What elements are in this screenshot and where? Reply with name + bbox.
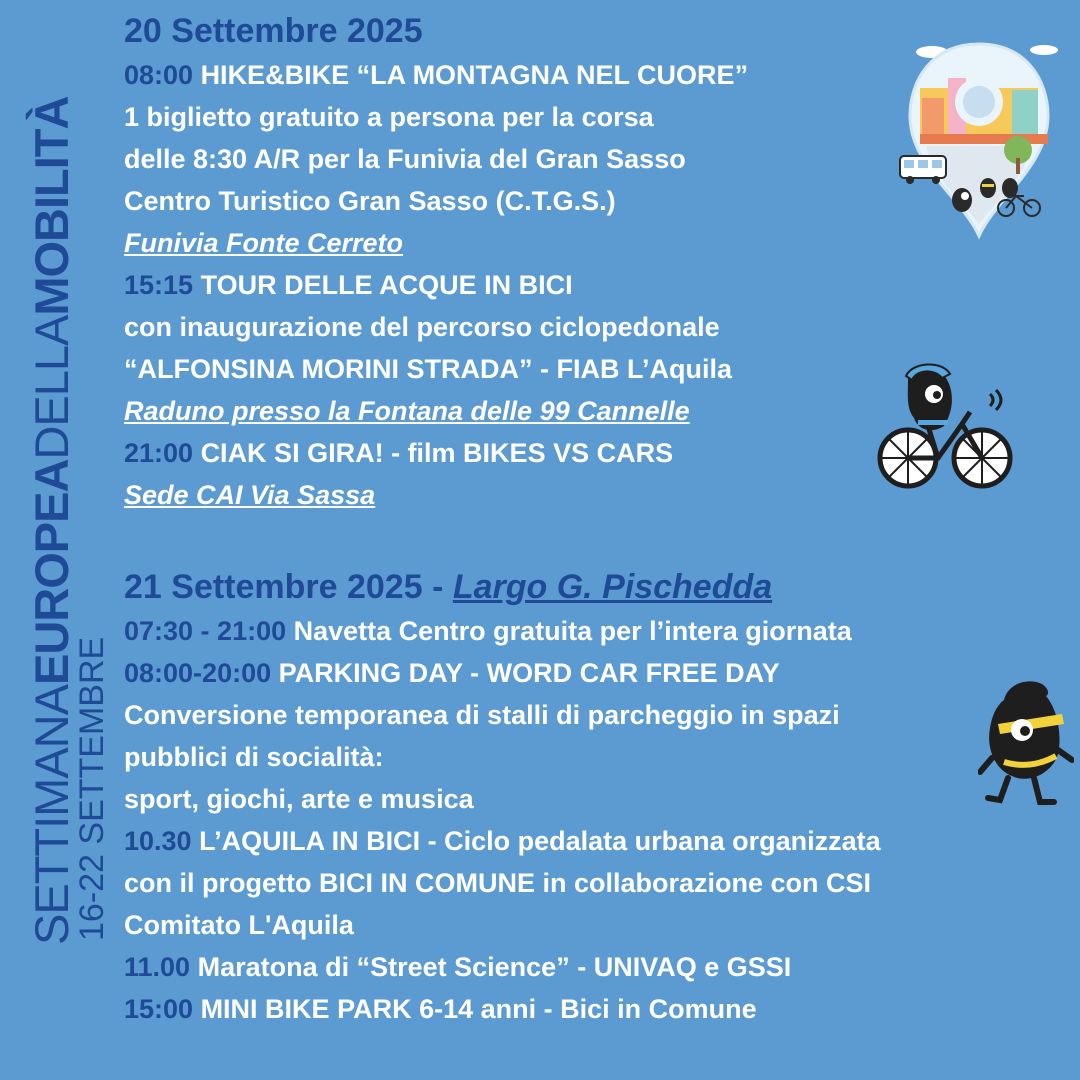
event-text: pubblici di socialità: (124, 742, 384, 772)
schedule-line (124, 180, 1020, 222)
schedule-line (124, 96, 1020, 138)
day1-title: 20 Settembre 2025 (124, 12, 423, 50)
location-pin-illustration (892, 38, 1066, 242)
schedule-line (124, 988, 1020, 1030)
venue-link[interactable]: Funivia Fonte Cerreto (124, 228, 404, 258)
schedule-line (124, 820, 1020, 862)
sidebar-dates: 16-22 SETTEMBRE (73, 636, 111, 941)
day2-date: 21 Settembre 2025 - (124, 568, 453, 606)
event-text: con il progetto BICI IN COMUNE in collaborazione con CSI (124, 868, 872, 898)
sidebar-title-europea: EUROPEA (25, 459, 78, 686)
event-text: sport, giochi, arte e musica (124, 784, 474, 814)
event-text: delle 8:30 A/R per la Funivia del Gran Sasso (124, 144, 686, 174)
event-text: “ALFONSINA MORINI STRADA” - FIAB L’Aquila (124, 354, 732, 384)
cyclist-mascot-icon (872, 360, 1018, 492)
event-time: 15:00 (124, 994, 201, 1024)
event-time: 15:15 (124, 270, 201, 300)
event-text: PARKING DAY - WORD CAR FREE DAY (278, 658, 780, 688)
event-text: MINI BIKE PARK 6-14 anni - Bici in Comune (200, 994, 757, 1024)
schedule-line (124, 222, 1020, 264)
schedule-line (124, 264, 1020, 306)
runner-mascot-icon (978, 680, 1074, 820)
day2-title (124, 564, 1020, 610)
event-text: Navetta Centro gratuita per l’intera giornata (293, 616, 852, 646)
event-text: Centro Turistico Gran Sasso (C.T.G.S.) (124, 186, 616, 216)
sidebar-title-della: DELLA (25, 315, 78, 460)
event-time: 11.00 (124, 952, 198, 982)
sidebar-logo (25, 96, 111, 945)
schedule-line (124, 694, 1020, 736)
schedule-line (124, 778, 1020, 820)
schedule-line (124, 862, 1020, 904)
day2-location-link[interactable]: Largo G. Pischedda (452, 568, 773, 606)
bus-icon (900, 156, 946, 184)
event-text: HIKE&BIKE “LA MONTAGNA NEL CUORE” (200, 60, 749, 90)
schedule-line (124, 138, 1020, 180)
event-text: 1 biglietto gratuito a persona per la corsa (124, 102, 654, 132)
event-text: Conversione temporanea di stalli di parcheggio in spazi (124, 700, 840, 730)
schedule-line (124, 904, 1020, 946)
event-time: 08:00-20:00 (124, 658, 279, 688)
venue-link[interactable]: Sede CAI Via Sassa (124, 480, 376, 510)
event-text: L’AQUILA IN BICI - Ciclo pedalata urbana organizzata (199, 826, 881, 856)
schedule-line (124, 946, 1020, 988)
event-text: CIAK SI GIRA! - film BIKES VS CARS (200, 438, 674, 468)
event-time: 08:00 (124, 60, 201, 90)
sidebar-title-mobilita: MOBILITÀ (25, 96, 78, 316)
program-content (124, 8, 1020, 1030)
spacer (124, 516, 1020, 564)
schedule-line (124, 736, 1020, 778)
sidebar-title-settimana: SETTIMANA (25, 685, 78, 945)
event-text: Comitato L'Aquila (124, 910, 354, 940)
schedule-line (124, 652, 1020, 694)
event-text: Maratona di “Street Science” - UNIVAQ e GSSI (197, 952, 792, 982)
venue-link[interactable]: Raduno presso la Fontana delle 99 Cannelle (124, 396, 690, 426)
event-time: 21:00 (124, 438, 201, 468)
schedule-line (124, 610, 1020, 652)
event-text: TOUR DELLE ACQUE IN BICI (200, 270, 573, 300)
day2-schedule (124, 610, 1020, 1030)
event-time: 10.30 (124, 826, 200, 856)
schedule-line (124, 54, 1020, 96)
schedule-line (124, 306, 1020, 348)
event-text: con inaugurazione del percorso ciclopedonale (124, 312, 720, 342)
sidebar-title (25, 96, 78, 945)
event-time: 07:30 - 21:00 (124, 616, 294, 646)
